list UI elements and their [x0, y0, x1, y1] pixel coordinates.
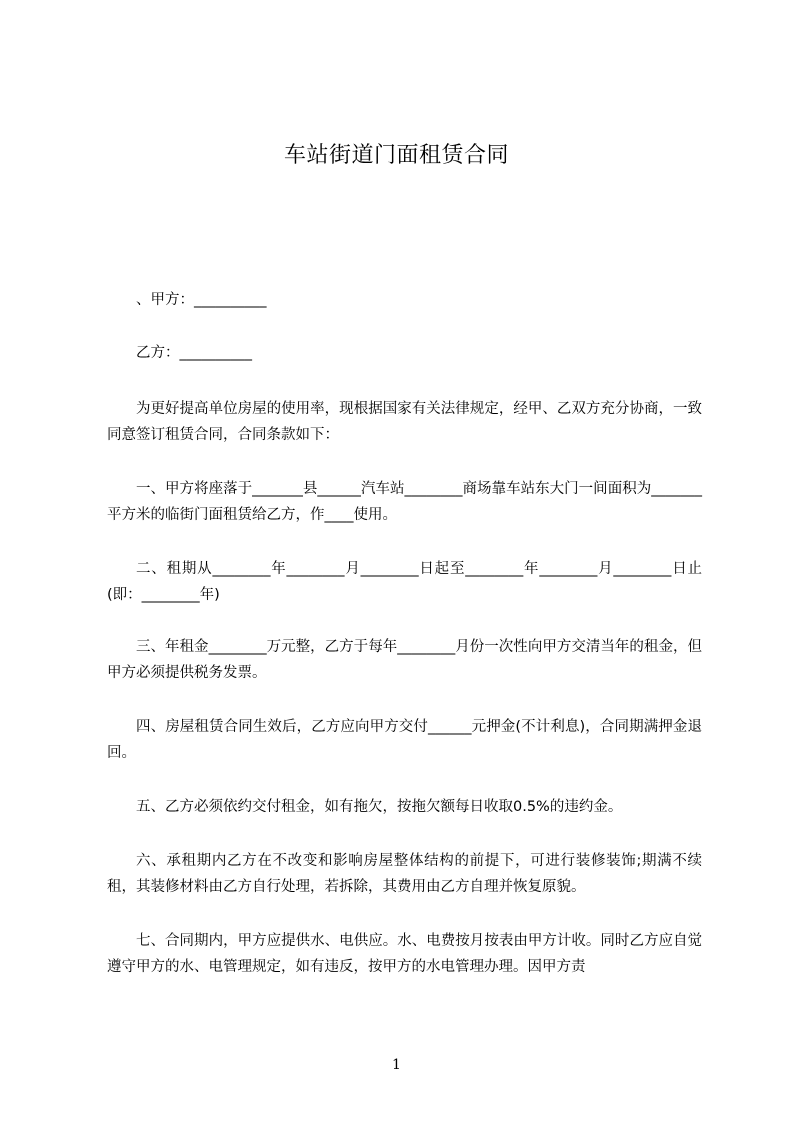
page-number: 1	[392, 1057, 401, 1073]
clause-2-paragraph: 二、租期从________年________月________日起至________年________月________日止(即：________年)	[107, 561, 702, 603]
clause-7-paragraph: 七、合同期内，甲方应提供水、电供应。水、电费按月按表由甲方计收。同时乙方应自觉遵守甲方的水、电管理规定，如有违反，按甲方的水电管理办理。因甲方责	[107, 933, 702, 975]
party-b-line: 乙方：__________	[136, 345, 252, 361]
clause-3-paragraph: 三、年租金________万元整，乙方于每年________月份一次性向甲方交清当年的租金，但甲方必须提供税务发票。	[107, 639, 702, 681]
clause-6-paragraph: 六、承租期内乙方在不改变和影响房屋整体结构的前提下，可进行装修装饰;期满不续租，其装修材料由乙方自行处理，若拆除，其费用由乙方自理并恢复原貌。	[107, 853, 702, 895]
document-title: 车站街道门面租赁合同	[283, 143, 509, 168]
clause-5-paragraph: 五、乙方必须依约交付租金，如有拖欠，按拖欠额每日收取0.5%的违约金。	[136, 799, 623, 815]
clause-4-paragraph: 四、房屋租赁合同生效后，乙方应向甲方交付______元押金(不计利息)，合同期满押金退回。	[107, 719, 702, 761]
preamble-paragraph: 为更好提高单位房屋的使用率，现根据国家有关法律规定，经甲、乙双方充分协商，一致同意签订租赁合同，合同条款如下：	[107, 401, 702, 443]
clause-1-paragraph: 一、甲方将座落于_______县______汽车站________商场靠车站东大门一间面积为_______平方米的临街门面租赁给乙方，作____使用。	[107, 481, 702, 523]
party-a-line: 、甲方：__________	[136, 292, 267, 308]
